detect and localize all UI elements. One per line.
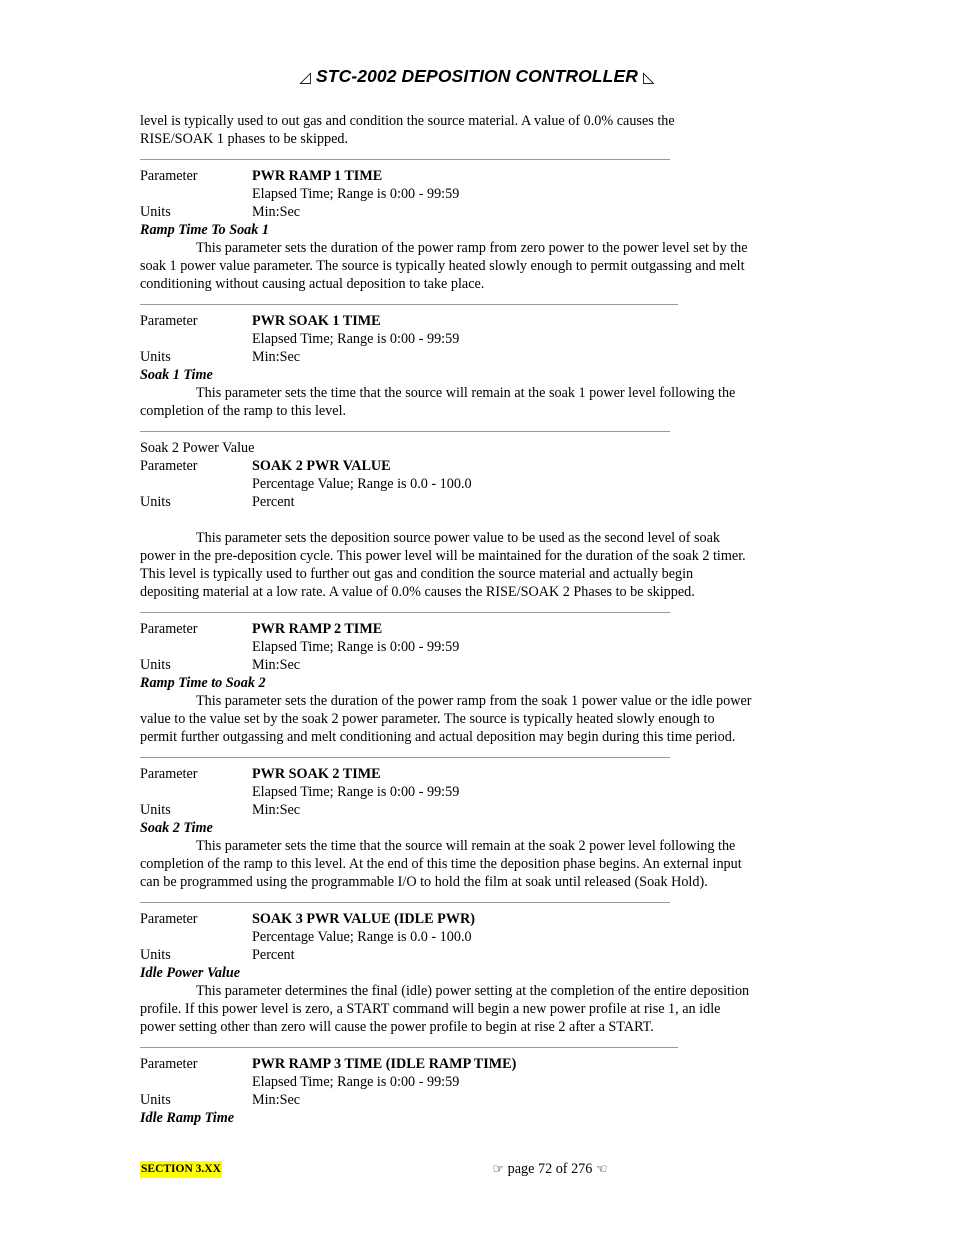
units-label: Units bbox=[140, 494, 171, 510]
parameter-label: Parameter bbox=[140, 766, 198, 782]
parameter-subtitle: Ramp Time to Soak 2 bbox=[140, 675, 266, 691]
parameter-block bbox=[140, 1055, 820, 1127]
parameter-range: Percentage Value; Range is 0.0 - 100.0 bbox=[252, 476, 472, 492]
parameter-subtitle: Idle Power Value bbox=[140, 965, 241, 981]
page-footer bbox=[140, 1160, 820, 1180]
section-badge: SECTION 3.XX bbox=[140, 1161, 222, 1178]
units-label: Units bbox=[140, 802, 171, 818]
units-label: Units bbox=[140, 657, 171, 673]
description: This parameter sets the deposition source power value to be used as the second level of soak power in the pre-deposition cycle. This power level will be maintained for the duration of the soak 2 timer. This level is typically used to further out gas and condition the source material and actually begin depositing material at a low rate. A value of 0.0% causes the RISE/SOAK 2 Phases to be skipped. bbox=[140, 530, 746, 600]
left-ornament-icon: ◿ bbox=[299, 69, 312, 86]
units-value: Min:Sec bbox=[252, 349, 301, 365]
parameter-name: PWR SOAK 2 TIME bbox=[252, 766, 381, 782]
page-header bbox=[0, 66, 954, 87]
divider bbox=[140, 159, 670, 160]
parameter-block bbox=[140, 910, 820, 1036]
parameter-range: Elapsed Time; Range is 0:00 - 99:59 bbox=[252, 784, 460, 800]
divider bbox=[140, 902, 670, 903]
units-label: Units bbox=[140, 349, 171, 365]
parameter-name: PWR RAMP 1 TIME bbox=[252, 168, 383, 184]
page-content bbox=[140, 112, 820, 1127]
units-label: Units bbox=[140, 947, 171, 963]
units-value: Min:Sec bbox=[252, 802, 301, 818]
hand-left-icon: ☜ bbox=[595, 1162, 608, 1177]
intro-line: level is typically used to out gas and condition the source material. A value of 0.0% causes the bbox=[140, 113, 675, 129]
parameter-block bbox=[140, 765, 820, 891]
parameter-name: SOAK 3 PWR VALUE (IDLE PWR) bbox=[252, 911, 475, 927]
divider bbox=[140, 1047, 678, 1048]
description: This parameter determines the final (idle) power setting at the completion of the entire deposition profile. If this power level is zero, a START command will begin a new power profile at rise 1, an idle power setting other than zero will cause the power profile to begin at rise 2 after a START. bbox=[140, 983, 750, 1035]
intro-line: RISE/SOAK 1 phases to be skipped. bbox=[140, 131, 349, 147]
parameter-block bbox=[140, 167, 820, 293]
units-value: Percent bbox=[252, 947, 295, 963]
page-number bbox=[140, 1160, 954, 1179]
parameter-subtitle: Ramp Time To Soak 1 bbox=[140, 222, 270, 238]
description: This parameter sets the duration of the power ramp from zero power to the power level set by the soak 1 power value parameter. The source is typically heated slowly enough to permit outgassing and melt conditioning without causing actual deposition to take place. bbox=[140, 240, 748, 292]
parameter-label: Parameter bbox=[140, 458, 198, 474]
units-value: Percent bbox=[252, 494, 295, 510]
parameter-name: PWR SOAK 1 TIME bbox=[252, 313, 381, 329]
parameter-range: Elapsed Time; Range is 0:00 - 99:59 bbox=[252, 639, 460, 655]
units-value: Min:Sec bbox=[252, 204, 301, 220]
description: This parameter sets the time that the source will remain at the soak 1 power level following the completion of the ramp to this level. bbox=[140, 385, 736, 419]
units-value: Min:Sec bbox=[252, 657, 301, 673]
divider bbox=[140, 757, 670, 758]
parameter-label: Parameter bbox=[140, 168, 198, 184]
parameter-label: Parameter bbox=[140, 621, 198, 637]
right-ornament-icon: ◺ bbox=[642, 69, 655, 86]
parameter-label: Parameter bbox=[140, 1056, 198, 1072]
units-value: Min:Sec bbox=[252, 1092, 301, 1108]
parameter-block bbox=[140, 620, 820, 746]
divider bbox=[140, 431, 670, 432]
description: This parameter sets the duration of the power ramp from the soak 1 power value or the idle power value to the value set by the soak 2 power parameter. The source is typically heated slowly enough to permit further outgassing and melt conditioning and actual deposition may begin during this time period. bbox=[140, 693, 752, 745]
hand-right-icon: ☞ bbox=[492, 1162, 505, 1177]
parameter-range: Elapsed Time; Range is 0:00 - 99:59 bbox=[252, 331, 460, 347]
parameter-label: Parameter bbox=[140, 911, 198, 927]
units-label: Units bbox=[140, 1092, 171, 1108]
parameter-block bbox=[140, 439, 820, 601]
parameter-range: Elapsed Time; Range is 0:00 - 99:59 bbox=[252, 186, 460, 202]
parameter-heading: Soak 2 Power Value bbox=[140, 440, 255, 456]
parameter-subtitle: Idle Ramp Time bbox=[140, 1110, 235, 1126]
parameter-range: Elapsed Time; Range is 0:00 - 99:59 bbox=[252, 1074, 460, 1090]
parameter-block bbox=[140, 312, 820, 420]
parameter-name: PWR RAMP 2 TIME bbox=[252, 621, 383, 637]
units-label: Units bbox=[140, 204, 171, 220]
parameter-subtitle: Soak 1 Time bbox=[140, 367, 213, 383]
parameter-subtitle: Soak 2 Time bbox=[140, 820, 213, 836]
parameter-name: SOAK 2 PWR VALUE bbox=[252, 458, 391, 474]
parameter-label: Parameter bbox=[140, 313, 198, 329]
description: This parameter sets the time that the source will remain at the soak 2 power level following the completion of the ramp to this level. At the end of this time the deposition phase begins. An external input can be programmed using the programmable I/O to hold the film at soak until released (Soak Hold). bbox=[140, 838, 742, 890]
document-title: STC-2002 DEPOSITION CONTROLLER bbox=[316, 66, 638, 86]
parameter-name: PWR RAMP 3 TIME (IDLE RAMP TIME) bbox=[252, 1056, 517, 1072]
divider bbox=[140, 612, 670, 613]
page-number-text: page 72 of 276 bbox=[507, 1161, 593, 1177]
parameter-range: Percentage Value; Range is 0.0 - 100.0 bbox=[252, 929, 472, 945]
divider bbox=[140, 304, 678, 305]
